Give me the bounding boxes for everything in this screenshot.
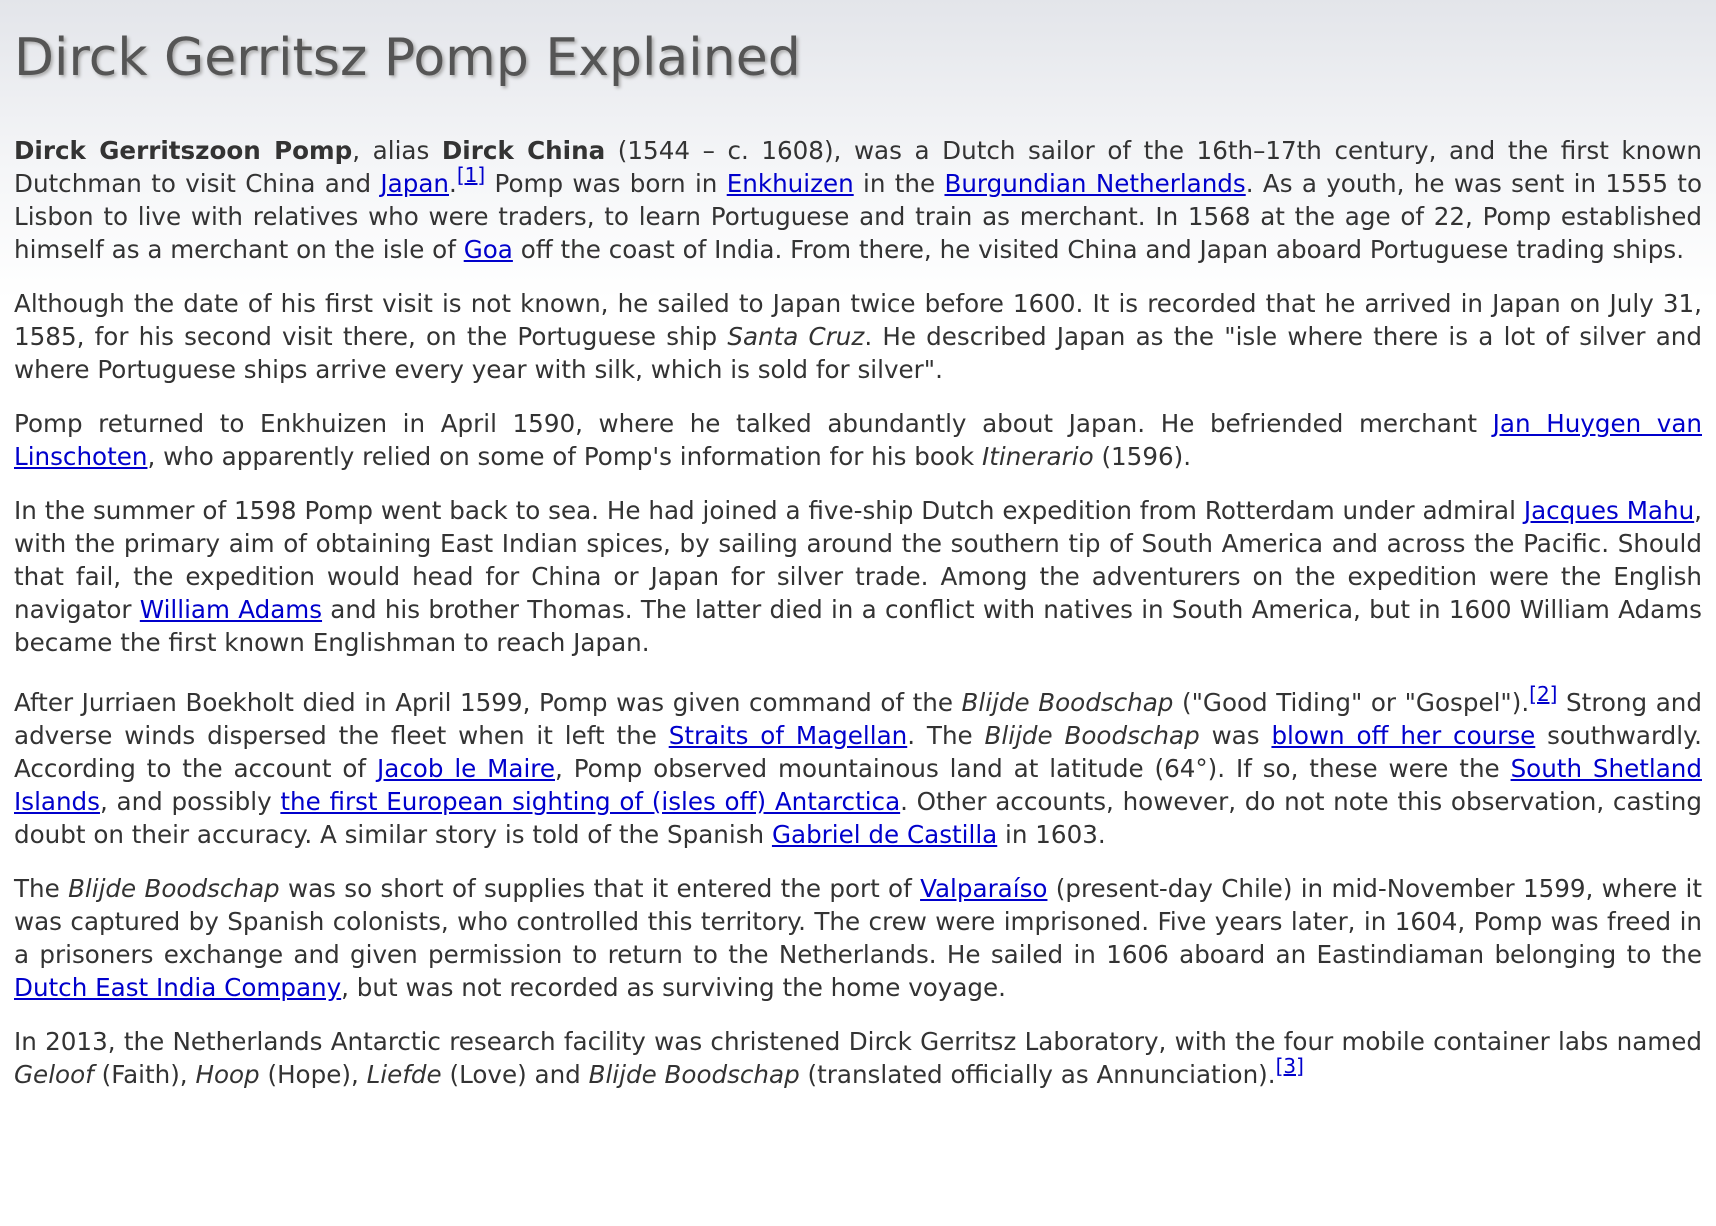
- paragraph-expedition: In the summer of 1598 Pomp went back to sea. He had joined a five-ship Dutch expedition from Rotterdam under admiral Jacques Mahu, with the primary aim of obtaining East Indian spices, by sailing around the southern tip of South America and across the Pacific. Should that fail, the expedition would head for China or Japan for silver trade. Among the adventurers on the expedition were the English navigator William Adams and his brother Thomas. The latter died in a conflict with natives in South America, but in 1600 William Adams became the first known Englishman to reach Japan.: [14, 496, 1702, 657]
- link-gabriel-de-castilla[interactable]: Gabriel de Castilla: [771, 820, 998, 849]
- paragraph-legacy: In 2013, the Netherlands Antarctic research facility was christened Dirck Gerritsz Laboratory, with the four mobile container labs named Geloof (Faith), Hoop (Hope), Liefde (Love) and Blijde Boodschap (translated officially as Annunciation).[3]: [14, 1027, 1702, 1089]
- reference-link-1[interactable]: [1]: [456, 163, 486, 187]
- subject-name: Dirck Gerritszoon Pomp: [14, 136, 353, 165]
- link-jacob-le-maire[interactable]: Jacob le Maire: [376, 754, 555, 783]
- link-straits-of-magellan[interactable]: Straits of Magellan: [668, 721, 908, 750]
- paragraph-command: After Jurriaen Boekholt died in April 1599, Pomp was given command of the Blijde Boodschap ("Good Tiding" or "Gospel").[2] Strong and adverse winds dispersed the fleet when it left the Straits of Magellan. The Blijde Boodschap was blown off her course southwardly. According to the account of Jacob le Maire, Pomp observed mountainous land at latitude (64°). If so, these were the South Shetland Islands, and possibly the first European sighting of (isles off) Antarctica. Other accounts, however, do not note this observation, casting doubt on their accuracy. A similar story is told of the Spanish Gabriel de Castilla in 1603.: [14, 682, 1702, 849]
- ship-name: Santa Cruz: [727, 322, 865, 351]
- reference-link-3[interactable]: [3]: [1275, 1054, 1304, 1078]
- lab-name: Blijde Boodschap: [588, 1060, 800, 1089]
- ship-name: Blijde Boodschap: [68, 874, 280, 903]
- link-goa[interactable]: Goa: [463, 235, 513, 264]
- link-south-shetland-islands[interactable]: South Shetland Islands: [14, 754, 1702, 816]
- link-jan-huygen-van-linschoten[interactable]: Jan Huygen van Linschoten: [14, 409, 1702, 471]
- paragraph-japan-visits: Although the date of his first visit is not known, he sailed to Japan twice before 1600. It is recorded that he arrived in Japan on July 31, 1585, for his second visit there, on the Portuguese ship Santa Cruz. He described Japan as the "isle where there is a lot of silver and where Portuguese ships arrive every year with silk, which is sold for silver".: [14, 289, 1702, 384]
- reference-link-2[interactable]: [2]: [1529, 682, 1558, 706]
- link-valparaiso[interactable]: Valparaíso: [920, 874, 1048, 903]
- lab-name: Hoop: [195, 1060, 260, 1089]
- lab-name: Geloof: [14, 1060, 94, 1089]
- link-blown-off-course[interactable]: blown off her course: [1271, 721, 1536, 750]
- link-japan[interactable]: Japan: [380, 169, 449, 198]
- link-jacques-mahu[interactable]: Jacques Mahu: [1523, 496, 1695, 525]
- link-antarctica-sighting[interactable]: the first European sighting of (isles off) Antarctica: [280, 787, 901, 816]
- page-title: Dirck Gerritsz Pomp Explained: [14, 28, 801, 88]
- lab-name: Liefde: [366, 1060, 442, 1089]
- ship-name: Blijde Boodschap: [984, 721, 1200, 750]
- subject-alias: Dirck China: [441, 136, 606, 165]
- link-burgundian-netherlands[interactable]: Burgundian Netherlands: [944, 169, 1246, 198]
- ship-name: Blijde Boodschap: [961, 688, 1174, 717]
- link-william-adams[interactable]: William Adams: [139, 595, 323, 624]
- paragraph-intro: Dirck Gerritszoon Pomp, alias Dirck China (1544 – c. 1608), was a Dutch sailor of the 16th–17th century, and the first known Dutchman to visit China and Japan.[1] Pomp was born in Enkhuizen in the Burgundian Netherlands. As a youth, he was sent in 1555 to Lisbon to live with relatives who were traders, to learn Portuguese and train as merchant. In 1568 at the age of 22, Pomp established himself as a merchant on the isle of Goa off the coast of India. From there, he visited China and Japan aboard Portuguese trading ships.: [14, 136, 1703, 264]
- paragraph-capture: The Blijde Boodschap was so short of supplies that it entered the port of Valparaíso (present-day Chile) in mid-November 1599, where it was captured by Spanish colonists, who controlled this territory. The crew were imprisoned. Five years later, in 1604, Pomp was freed in a prisoners exchange and given permission to return to the Netherlands. He sailed in 1606 aboard an Eastindiaman belonging to the Dutch East India Company, but was not recorded as surviving the home voyage.: [14, 874, 1703, 1002]
- paragraph-return: Pomp returned to Enkhuizen in April 1590, where he talked abundantly about Japan. He befriended merchant Jan Huygen van Linschoten, who apparently relied on some of Pomp's information for his book Itinerario (1596).: [14, 409, 1702, 471]
- link-dutch-east-india-company[interactable]: Dutch East India Company: [14, 973, 342, 1002]
- link-enkhuizen[interactable]: Enkhuizen: [726, 169, 854, 198]
- book-title: Itinerario: [982, 442, 1094, 471]
